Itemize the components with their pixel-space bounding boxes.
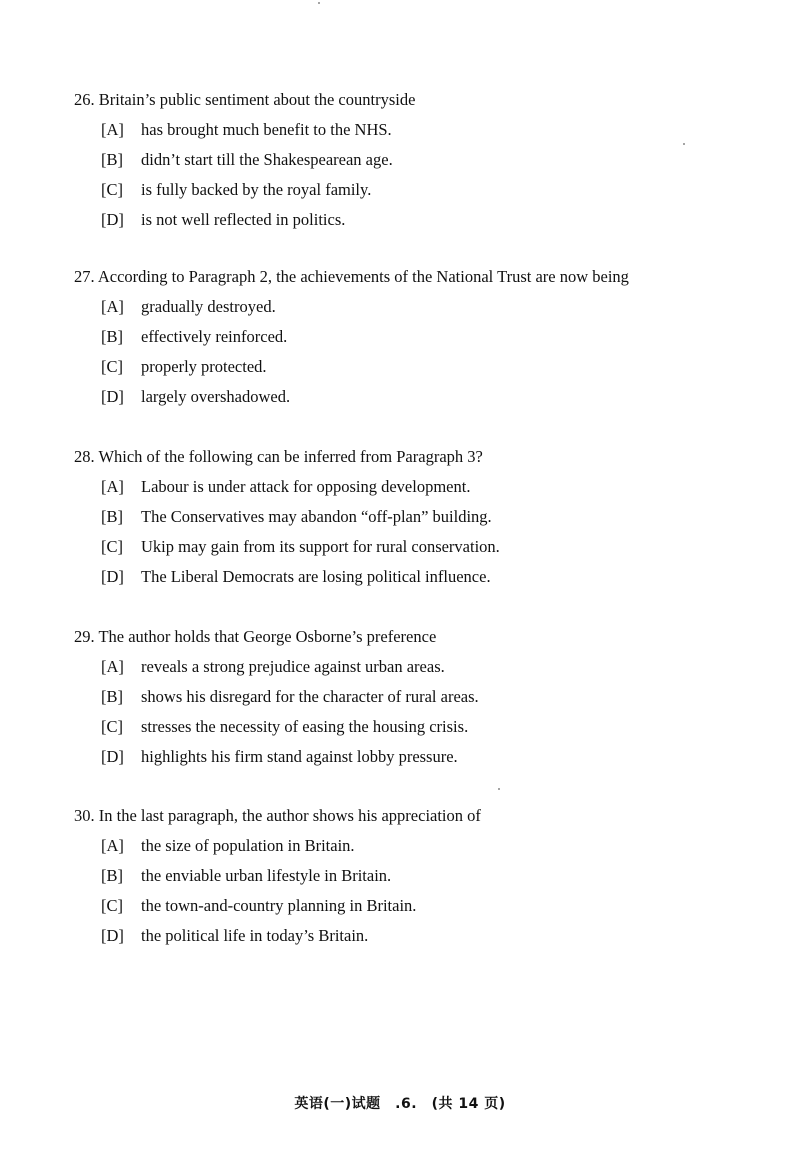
option-text: the size of population in Britain. (141, 836, 355, 855)
option-letter: [C] (101, 717, 123, 736)
option-c (74, 716, 754, 738)
option-text: the town-and-country planning in Britain. (141, 896, 417, 915)
option-text: didn’t start till the Shakespearean age. (141, 150, 393, 169)
option-text: Labour is under attack for opposing development. (141, 477, 471, 496)
option-letter: [A] (101, 297, 124, 316)
option-text: gradually destroyed. (141, 297, 276, 316)
option-letter: [B] (101, 866, 123, 885)
option-letter: [A] (101, 836, 124, 855)
option-letter: [C] (101, 180, 123, 199)
option-letter: [C] (101, 537, 123, 556)
option-text: reveals a strong prejudice against urban areas. (141, 657, 445, 676)
question-26 (74, 89, 754, 239)
option-letter: [A] (101, 477, 124, 496)
option-b (74, 149, 754, 171)
question-stem: 30. In the last paragraph, the author shows his appreciation of (74, 806, 481, 825)
option-letter: [D] (101, 926, 124, 945)
option-d (74, 386, 754, 408)
option-b (74, 865, 754, 887)
option-c (74, 179, 754, 201)
option-a (74, 476, 754, 498)
option-text: is not well reflected in politics. (141, 210, 346, 229)
option-letter: [A] (101, 120, 124, 139)
page-footer: 英语(一)试题 .6. (共 14 页) (294, 1096, 506, 1112)
question-stem: 26. Britain’s public sentiment about the countryside (74, 90, 416, 109)
option-letter: [B] (101, 507, 123, 526)
option-text: the political life in today’s Britain. (141, 926, 369, 945)
question-29 (74, 626, 754, 776)
option-text: largely overshadowed. (141, 387, 291, 406)
option-text: Ukip may gain from its support for rural conservation. (141, 537, 500, 556)
option-d (74, 566, 754, 588)
option-text: properly protected. (141, 357, 267, 376)
option-letter: [D] (101, 567, 124, 586)
option-b (74, 506, 754, 528)
option-a (74, 296, 754, 318)
scan-speck (498, 788, 500, 790)
option-text: The Liberal Democrats are losing political influence. (141, 567, 491, 586)
option-a (74, 656, 754, 678)
option-letter: [A] (101, 657, 124, 676)
option-text: the enviable urban lifestyle in Britain. (141, 866, 392, 885)
option-a (74, 835, 754, 857)
question-28 (74, 446, 754, 596)
scan-speck (318, 2, 320, 4)
option-text: highlights his firm stand against lobby pressure. (141, 747, 458, 766)
option-letter: [B] (101, 687, 123, 706)
option-letter: [B] (101, 150, 123, 169)
option-letter: [D] (101, 210, 124, 229)
option-text: The Conservatives may abandon “off-plan” building. (141, 507, 492, 526)
option-d (74, 925, 754, 947)
option-c (74, 895, 754, 917)
option-letter: [B] (101, 327, 123, 346)
option-b (74, 686, 754, 708)
option-text: has brought much benefit to the NHS. (141, 120, 392, 139)
option-text: is fully backed by the royal family. (141, 180, 372, 199)
option-d (74, 746, 754, 768)
option-letter: [D] (101, 747, 124, 766)
option-letter: [D] (101, 387, 124, 406)
option-a (74, 119, 754, 141)
question-30 (74, 805, 754, 955)
option-c (74, 536, 754, 558)
question-stem: 29. The author holds that George Osborne’s preference (74, 627, 437, 646)
option-text: effectively reinforced. (141, 327, 288, 346)
option-c (74, 356, 754, 378)
option-letter: [C] (101, 357, 123, 376)
question-stem: 27. According to Paragraph 2, the achievements of the National Trust are now being (74, 267, 629, 286)
option-text: stresses the necessity of easing the housing crisis. (141, 717, 469, 736)
question-stem: 28. Which of the following can be inferred from Paragraph 3? (74, 447, 483, 466)
option-b (74, 326, 754, 348)
option-letter: [C] (101, 896, 123, 915)
option-d (74, 209, 754, 231)
question-27 (74, 266, 754, 416)
option-text: shows his disregard for the character of rural areas. (141, 687, 479, 706)
